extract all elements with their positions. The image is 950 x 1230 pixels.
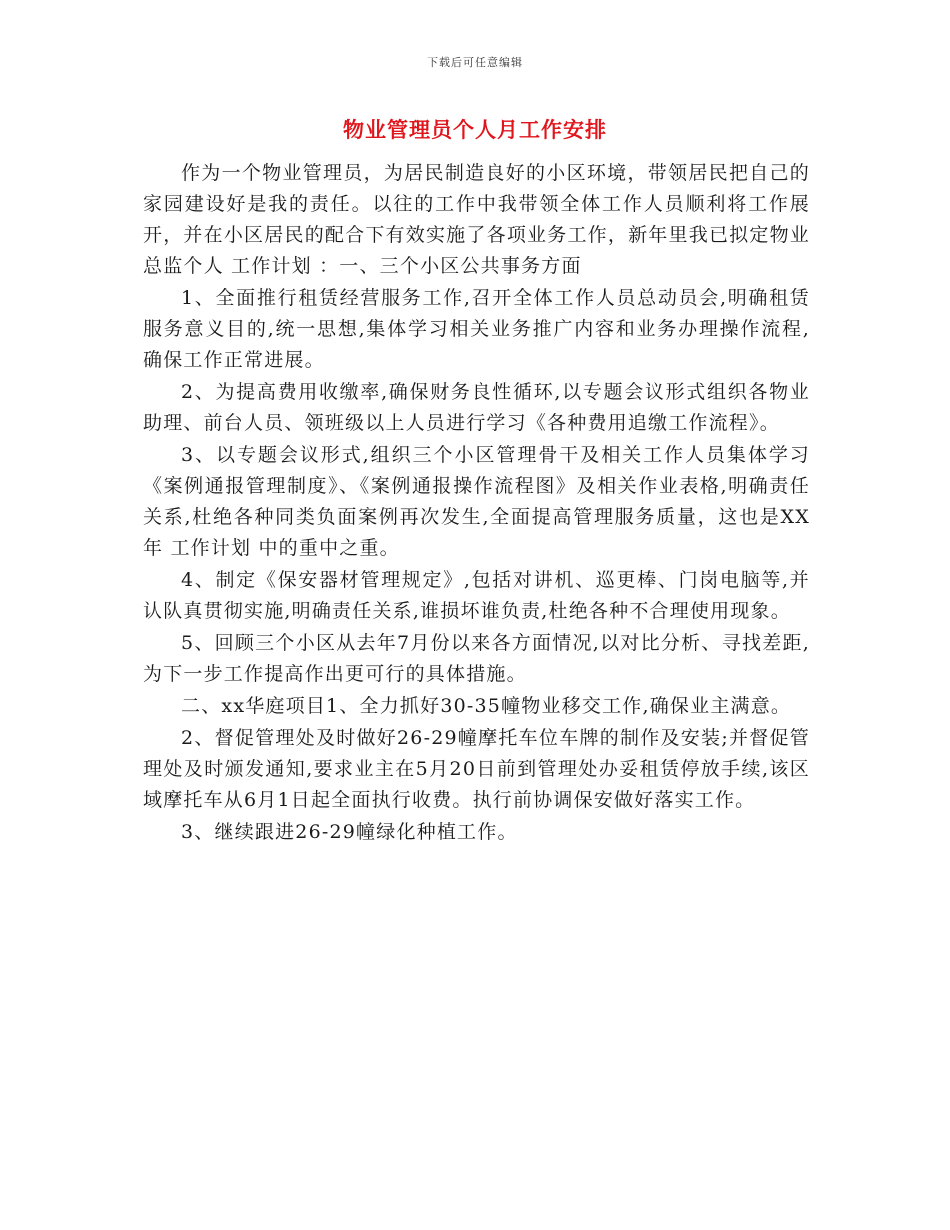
paragraph-item-1: 1、全面推行租赁经营服务工作,召开全体工作人员总动员会,明确租赁服务意义目的,统一思想,集体学习相关业务推广内容和业务办理操作流程,确保工作正常进展。	[143, 287, 810, 371]
document-body	[143, 158, 810, 849]
document-title: 物业管理员个人月工作安排	[343, 117, 607, 142]
paragraph-item-2: 2、为提高费用收缴率,确保财务良性循环,以专题会议形式组织各物业助理、前台人员、领班级以上人员进行学习《各种费用追缴工作流程》。	[143, 381, 810, 434]
paragraph-item-4: 4、制定《保安器材管理规定》,包括对讲机、巡更棒、门岗电脑等,并认队真贯彻实施,明确责任关系,谁损坏谁负责,杜绝各种不合理使用现象。	[143, 569, 810, 622]
paragraph-item-3: 3、以专题会议形式,组织三个小区管理骨干及相关工作人员集体学习《案例通报管理制度》、《案例通报操作流程图》及相关作业表格,明确责任关系,杜绝各种同类负面案例再次发生,全面提高管理服务质量，这也是XX年 工作计划 中的重中之重。	[143, 444, 810, 559]
paragraph-section-2-item-2: 2、督促管理处及时做好26-29幢摩托车位车牌的制作及安装;并督促管理处及时颁发通知,要求业主在5月20日前到管理处办妥租赁停放手续,该区域摩托车从6月1日起全面执行收费。执行前协调保安做好落实工作。	[143, 727, 810, 811]
paragraph-section-2: 二、xx华庭项目1、全力抓好30-35幢物业移交工作,确保业主满意。	[181, 695, 792, 717]
paragraph-section-2-item-3: 3、继续跟进26-29幢绿化种植工作。	[181, 821, 518, 843]
paragraph-intro: 作为一个物业管理员，为居民制造良好的小区环境，带领居民把自己的家园建设好是我的责任。以往的工作中我带领全体工作人员顺利将工作展开，并在小区居民的配合下有效实施了各项业务工作，新年里我已拟定物业总监个人 工作计划 ：一、三个小区公共事务方面	[143, 162, 810, 277]
paragraph-item-5: 5、回顾三个小区从去年7月份以来各方面情况,以对比分析、寻找差距,为下一步工作提高作出更可行的具体措施。	[143, 632, 810, 685]
header-note: 下载后可任意编辑	[427, 56, 523, 69]
